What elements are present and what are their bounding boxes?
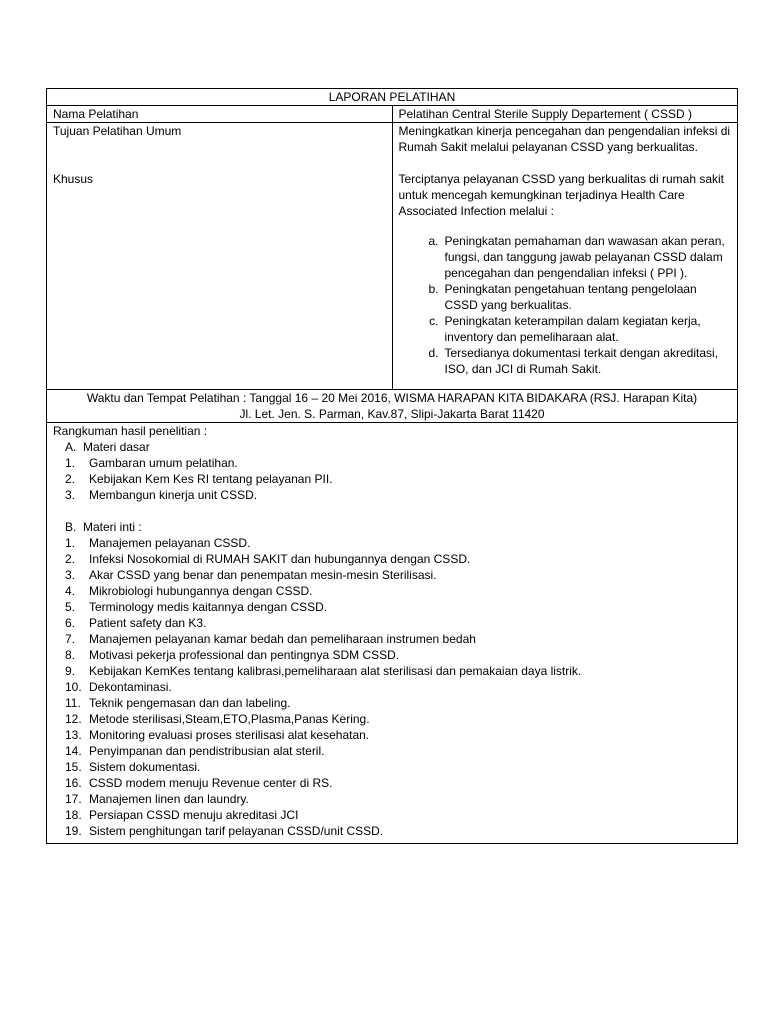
list-item-marker: 9. [65, 664, 76, 678]
list-item [53, 759, 731, 775]
waktu-cell [47, 390, 738, 423]
list-item-marker: 8. [65, 648, 76, 662]
list-item-marker: a. [428, 234, 439, 248]
list-item-text: Sistem dokumentasi. [89, 760, 201, 774]
tujuan-label-cell [47, 123, 393, 390]
list-item-marker: 19. [65, 824, 82, 838]
report-table [46, 88, 738, 844]
section-b-title: Materi inti : [83, 520, 142, 534]
list-item [53, 599, 731, 615]
list-item [399, 345, 732, 377]
list-item-text: Manajemen linen dan laundry. [89, 792, 249, 806]
list-item [53, 743, 731, 759]
waktu-line-1: Waktu dan Tempat Pelatihan : Tanggal 16 – 20 Mei 2016, WISMA HARAPAN KITA BIDAKARA (RSJ. Harapan Kita) [86, 391, 698, 405]
nama-pelatihan-label: Nama Pelatihan [47, 106, 393, 123]
list-item-marker: 3. [65, 568, 76, 582]
list-item-marker: 2. [65, 472, 76, 486]
list-item-text: Patient safety dan K3. [89, 616, 207, 630]
list-item-text: Manajemen pelayanan kamar bedah dan pemeliharaan instrumen bedah [89, 632, 476, 646]
list-item [53, 775, 731, 791]
list-item-marker: b. [428, 282, 439, 296]
list-item-marker: 1. [65, 536, 76, 550]
waktu-row [47, 390, 738, 423]
khusus-list [399, 233, 732, 377]
list-item-marker: c. [429, 314, 439, 328]
title-row [47, 89, 738, 106]
list-item [53, 727, 731, 743]
list-item [53, 711, 731, 727]
khusus-intro: Terciptanya pelayanan CSSD yang berkualitas di rumah sakit untuk mencegah kemungkinan terjadinya Health Care Associated Infection melalui : [398, 172, 725, 218]
list-item-text: Mikrobiologi hubungannya dengan CSSD. [89, 584, 313, 598]
rangkuman-row [47, 423, 738, 844]
nama-pelatihan-value: Pelatihan Central Sterile Supply Departement ( CSSD ) [392, 106, 738, 123]
list-item [53, 631, 731, 647]
list-item [53, 551, 731, 567]
list-item [53, 487, 731, 503]
list-item [53, 823, 731, 839]
list-item-text: Akar CSSD yang benar dan penempatan mesin-mesin Sterilisasi. [89, 568, 437, 582]
list-item-marker: 2. [65, 552, 76, 566]
report-title: LAPORAN PELATIHAN [47, 89, 738, 106]
nama-pelatihan-row [47, 106, 738, 123]
list-item-marker: 5. [65, 600, 76, 614]
list-item-text: Peningkatan keterampilan dalam kegiatan kerja, inventory dan pemeliharaan alat. [444, 314, 701, 344]
list-item [399, 313, 732, 345]
tujuan-umum-label: Tujuan Pelatihan Umum [53, 124, 182, 138]
list-item-marker: 12. [65, 712, 82, 726]
list-item-text: Dekontaminasi. [89, 680, 172, 694]
list-item-text: Kebijakan KemKes tentang kalibrasi,pemeliharaan alat sterilisasi dan pemakaian daya listrik. [89, 664, 582, 678]
list-item-marker: 15. [65, 760, 82, 774]
list-item-marker: 10. [65, 680, 82, 694]
section-b-list [53, 535, 731, 839]
list-item-text: Sistem penghitungan tarif pelayanan CSSD/unit CSSD. [89, 824, 384, 838]
list-item-marker: 11. [65, 696, 81, 710]
list-item-marker: 13. [65, 728, 82, 742]
list-item [53, 583, 731, 599]
list-item-text: Persiapan CSSD menuju akreditasi JCI [89, 808, 299, 822]
list-item-text: Gambaran umum pelatihan. [89, 456, 238, 470]
list-item [53, 663, 731, 679]
list-item-text: Teknik pengemasan dan dan labeling. [89, 696, 291, 710]
list-item-text: Infeksi Nosokomial di RUMAH SAKIT dan hubungannya dengan CSSD. [89, 552, 471, 566]
list-item-text: Penyimpanan dan pendistribusian alat steril. [89, 744, 325, 758]
list-item-text: CSSD modem menuju Revenue center di RS. [89, 776, 333, 790]
tujuan-row [47, 123, 738, 390]
list-item-text: Terminology medis kaitannya dengan CSSD. [89, 600, 328, 614]
list-item-text: Peningkatan pemahaman dan wawasan akan peran, fungsi, dan tanggung jawab pelayanan CSSD dalam pencegahan dan pengendalian infeksi ( PPI ). [444, 234, 725, 280]
section-b-heading [53, 519, 731, 535]
list-item-marker: d. [428, 346, 439, 360]
list-item [399, 233, 732, 281]
list-item-text: Membangun kinerja unit CSSD. [89, 488, 258, 502]
list-item-marker: 17. [65, 792, 82, 806]
list-item-marker: 4. [65, 584, 76, 598]
list-item [53, 455, 731, 471]
list-item-text: Peningkatan pengetahuan tentang pengelolaan CSSD yang berkualitas. [444, 282, 697, 312]
khusus-label: Khusus [53, 172, 94, 186]
tujuan-umum-value: Meningkatkan kinerja pencegahan dan pengendalian infeksi di Rumah Sakit melalui pelayanan CSSD yang berkualitas. [398, 124, 731, 154]
list-item-text: Tersedianya dokumentasi terkait dengan akreditasi, ISO, dan JCI di Rumah Sakit. [444, 346, 718, 376]
section-b-marker: B. [65, 520, 77, 534]
list-item [53, 807, 731, 823]
list-item-marker: 6. [65, 616, 76, 630]
tujuan-value-cell [392, 123, 738, 390]
section-a-heading [53, 439, 731, 455]
section-a-title: Materi dasar [83, 440, 150, 454]
section-a-list [53, 455, 731, 503]
list-item-marker: 7. [65, 632, 76, 646]
list-item [53, 647, 731, 663]
list-item [53, 791, 731, 807]
list-item-text: Motivasi pekerja professional dan pentingnya SDM CSSD. [89, 648, 400, 662]
list-item-text: Metode sterilisasi,Steam,ETO,Plasma,Panas Kering. [89, 712, 370, 726]
list-item [53, 615, 731, 631]
list-item [53, 471, 731, 487]
rangkuman-cell [47, 423, 738, 844]
waktu-line-2: Jl. Let. Jen. S. Parman, Kav.87, Slipi-Jakarta Barat 11420 [239, 407, 545, 421]
list-item-marker: 1. [65, 456, 76, 470]
list-item-text: Monitoring evaluasi proses sterilisasi alat kesehatan. [89, 728, 370, 742]
rangkuman-heading: Rangkuman hasil penelitian : [53, 424, 208, 438]
list-item [53, 567, 731, 583]
section-a-marker: A. [65, 440, 77, 454]
list-item [399, 281, 732, 313]
list-item-text: Kebijakan Kem Kes RI tentang pelayanan PII. [89, 472, 333, 486]
list-item-text: Manajemen pelayanan CSSD. [89, 536, 251, 550]
list-item-marker: 3. [65, 488, 76, 502]
list-item-marker: 14. [65, 744, 82, 758]
list-item [53, 695, 731, 711]
list-item [53, 535, 731, 551]
list-item [53, 679, 731, 695]
list-item-marker: 16. [65, 776, 82, 790]
list-item-marker: 18. [65, 808, 82, 822]
